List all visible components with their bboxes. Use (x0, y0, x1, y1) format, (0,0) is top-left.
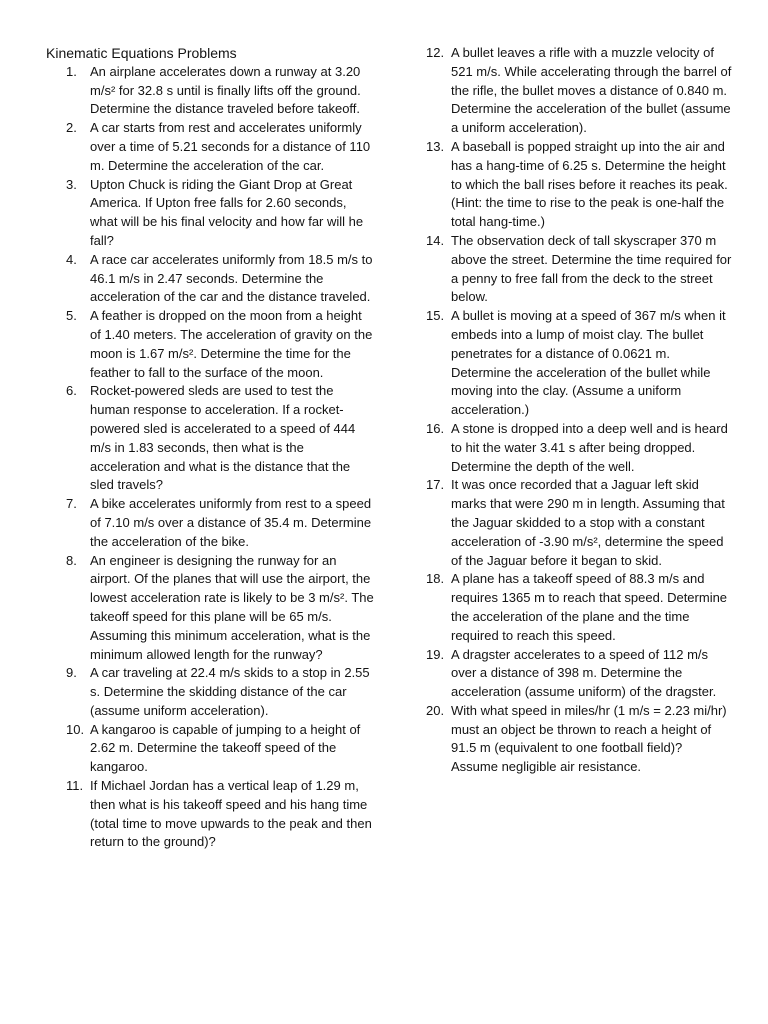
problem-item (44, 721, 374, 777)
problem-text: A car starts from rest and accelerates uniformly over a time of 5.21 seconds for a distance of 110 m. Determine the acceleration of the car. (90, 120, 371, 173)
problem-number: 16. (426, 420, 445, 436)
problem-text: If Michael Jordan has a vertical leap of 1.29 m, then what is his takeoff speed and his hang time (total time to move upwards to the peak and then return to the ground)? (90, 778, 372, 850)
problem-text: A stone is dropped into a deep well and is heard to hit the water 3.41 s after being dropped. Determine the depth of the well. (451, 420, 728, 474)
page-title: Kinematic Equations Problems (46, 45, 237, 61)
problem-text: A plane has a takeoff speed of 88.3 m/s and requires 1365 m to reach that speed. Determine the acceleration of the plane and the time required to reach this speed. (451, 571, 728, 643)
problem-number: 5. (66, 308, 77, 324)
problem-item (426, 476, 732, 570)
problem-number: 12. (426, 45, 445, 60)
problem-item (426, 420, 732, 476)
problem-number: 17. (426, 477, 445, 493)
problem-text: A car traveling at 22.4 m/s skids to a stop in 2.55 s. Determine the skidding distance of the car (assume uniform acceleration). (90, 665, 370, 718)
problem-item (44, 63, 374, 119)
problem-item (44, 777, 374, 852)
problem-number: 10. (66, 721, 85, 737)
problem-item (426, 570, 732, 645)
problem-item (44, 176, 374, 251)
problem-number: 15. (426, 308, 445, 324)
problem-number: 13. (426, 138, 445, 154)
problem-text: It was once recorded that a Jaguar left skid marks that were 290 m in length. Assuming that the Jaguar skidded to a stop with a constant acceleration of -3.90 m/s², determine the speed of the Jaguar before it began to skid. (451, 477, 725, 568)
problem-text: A dragster accelerates to a speed of 112 m/s over a distance of 398 m. Determine the acceleration (assume uniform) of the dragster. (451, 646, 717, 700)
problem-number: 11. (66, 778, 84, 794)
problem-number: 4. (66, 251, 77, 267)
problem-number: 19. (426, 646, 445, 662)
problem-item (44, 664, 374, 720)
problem-item (44, 119, 374, 175)
problem-item (44, 382, 374, 495)
problem-text: A bullet is moving at a speed of 367 m/s when it embeds into a lump of moist clay. The bullet penetrates for a distance of 0.0621 m. Determine the acceleration of the bullet while moving into the clay. (Assume a uniform acceleration.) (451, 308, 726, 418)
problem-number: 9. (66, 665, 77, 681)
problem-item (426, 702, 732, 777)
problem-text: An airplane accelerates down a runway at 3.20 m/s² for 32.8 s until is finally lifts off the ground. Determine the distance traveled before takeoff. (90, 63, 361, 117)
problem-item (426, 307, 732, 420)
problem-text: A kangaroo is capable of jumping to a height of 2.62 m. Determine the takeoff speed of the kangaroo. (90, 721, 361, 775)
problem-text: An engineer is designing the runway for an airport. Of the planes that will use the airport, the lowest acceleration rate is likely to be 3 m/s². The takeoff speed for this plane will be 65 m/s. Assuming this minimum acceleration, what is the minimum allowed length for the runway? (90, 552, 374, 662)
problem-text: A race car accelerates uniformly from 18.5 m/s to 46.1 m/s in 2.47 seconds. Determine the acceleration of the car and the distance traveled. (90, 251, 373, 305)
problem-number: 2. (66, 120, 77, 136)
problem-text: A bullet leaves a rifle with a muzzle velocity of 521 m/s. While accelerating through the barrel of the rifle, the bullet moves a distance of 0.840 m. Determine the acceleration of the bullet (assume a uniform acceleration). (451, 45, 732, 136)
problem-text: Rocket-powered sleds are used to test the human response to acceleration. If a rocket-powered sled is accelerated to a speed of 444 m/s in 1.83 seconds, then what is the acceleration and what is the distance that the sled travels? (90, 383, 356, 493)
problem-number: 1. (66, 63, 77, 79)
problem-number: 3. (66, 176, 77, 192)
problem-text: A bike accelerates uniformly from rest to a speed of 7.10 m/s over a distance of 35.4 m. Determine the acceleration of the bike. (90, 496, 372, 549)
problem-text: A baseball is popped straight up into the air and has a hang-time of 6.25 s. Determine the height to which the ball rises before it reaches its peak. (Hint: the time to rise to the peak is one-half the total hang-time.) (451, 138, 728, 230)
problem-list-left (44, 63, 374, 852)
problem-number: 20. (426, 702, 445, 718)
right-column (426, 44, 732, 777)
problem-item (44, 251, 374, 307)
problem-item (426, 44, 732, 138)
problem-item (44, 552, 374, 665)
problem-number: 7. (66, 496, 77, 512)
problem-number: 18. (426, 571, 445, 587)
problem-item (426, 646, 732, 702)
problem-list-right (426, 44, 732, 777)
problem-number: 8. (66, 552, 77, 568)
left-column (44, 44, 374, 852)
problem-text: With what speed in miles/hr (1 m/s = 2.23 mi/hr) must an object be thrown to reach a height of 91.5 m (equivalent to one football field)? Assume negligible air resistance. (451, 702, 727, 775)
problem-item (426, 138, 732, 232)
problem-number: 14. (426, 232, 445, 248)
problem-number: 6. (66, 383, 77, 399)
problem-item (44, 307, 374, 382)
problem-item (426, 232, 732, 307)
problem-item (44, 495, 374, 551)
problem-text: The observation deck of tall skyscraper 370 m above the street. Determine the time required for a penny to free fall from the deck to the street below. (451, 232, 732, 305)
problem-text: A feather is dropped on the moon from a height of 1.40 meters. The acceleration of gravity on the moon is 1.67 m/s². Determine the time for the feather to fall to the surface of the moon. (90, 308, 373, 380)
problem-text: Upton Chuck is riding the Giant Drop at Great America. If Upton free falls for 2.60 seconds, what will be his final velocity and how far will he fall? (90, 176, 364, 248)
